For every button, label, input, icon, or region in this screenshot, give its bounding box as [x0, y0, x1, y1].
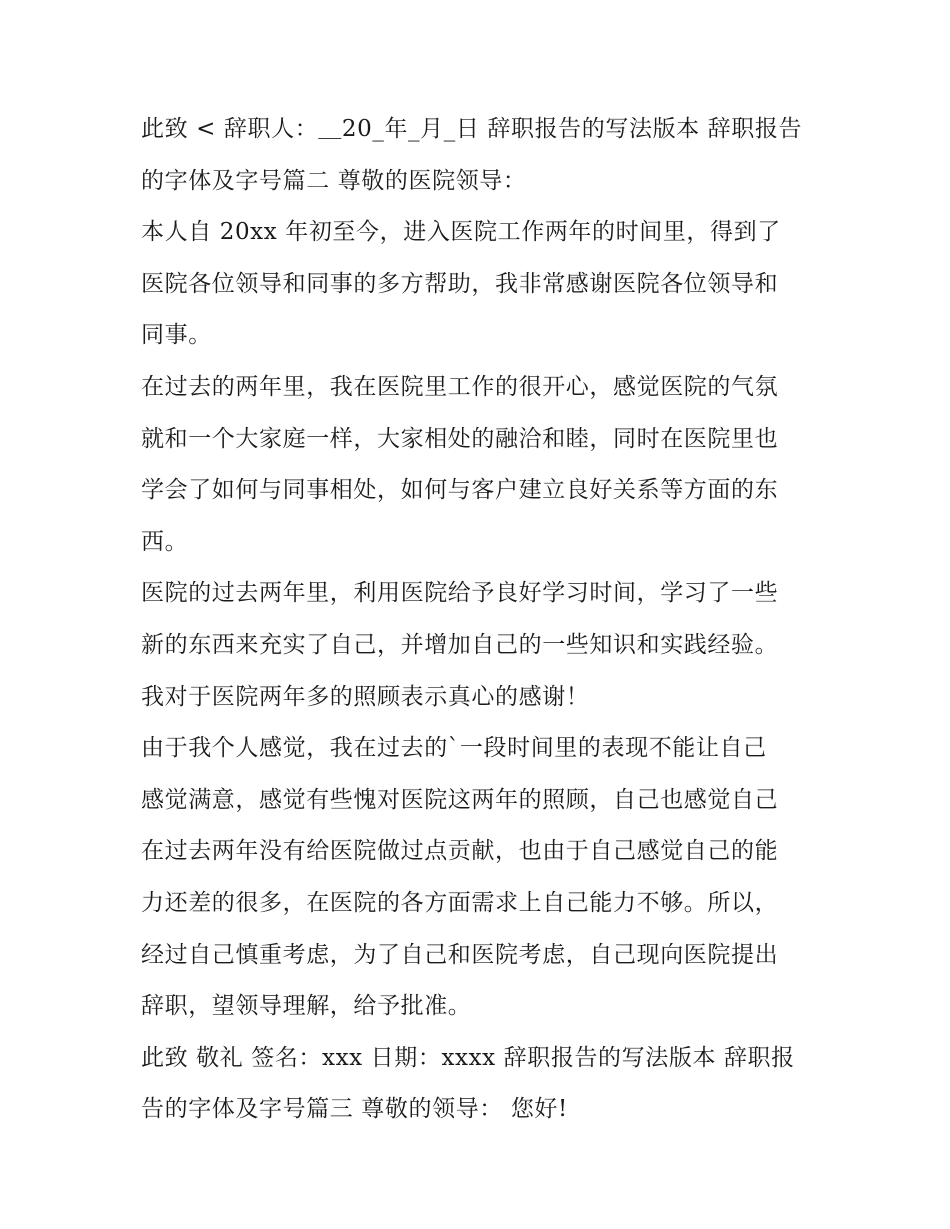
- text-line: 此致 < 辞职人：＿20_年_月_日 辞职报告的写法版本 辞职报告: [141, 116, 803, 142]
- paragraph-past-two-years: [141, 362, 813, 568]
- paragraph-learning: [141, 568, 813, 723]
- text-line: 感觉满意，感觉有些愧对医院这两年的照顾，自己也感觉自己: [141, 786, 779, 813]
- document-body: [141, 104, 813, 1136]
- paragraph-closing: [141, 1033, 813, 1136]
- text-line: 学会了如何与同事相处，如何与客户建立良好关系等方面的东: [141, 477, 779, 504]
- text-line: 同事。: [141, 322, 212, 349]
- text-line: 我对于医院两年多的照顾表示真心的感谢！: [141, 683, 590, 710]
- text-line: 本人自 20xx 年初至今，进入医院工作两年的时间里，得到了: [141, 219, 781, 246]
- text-line: 西。: [141, 528, 189, 555]
- text-line: 由于我个人感觉，我在过去的`一段时间里的表现不能让自己: [141, 735, 767, 762]
- text-line: 告的字体及字号篇三 尊敬的领导： 您好!: [141, 1096, 568, 1123]
- text-line: 力还差的很多，在医院的各方面需求上自己能力不够。所以，: [141, 889, 779, 916]
- text-line: 医院的过去两年里，利用医院给予良好学习时间，学习了一些: [141, 580, 779, 607]
- text-line: 此致 敬礼 签名：xxx 日期：xxxx 辞职报告的写法版本 辞职报: [141, 1044, 795, 1071]
- text-line: 在过去的两年里，我在医院里工作的很开心，感觉医院的气氛: [141, 373, 779, 400]
- text-line: 在过去两年没有给医院做过点贡献，也由于自己感觉自己的能: [141, 838, 779, 865]
- text-line: 的字体及字号篇二 尊敬的医院领导：: [141, 167, 527, 194]
- paragraph-gratitude: [141, 207, 813, 362]
- text-line: 新的东西来充实了自己，并增加自己的一些知识和实践经验。: [141, 631, 779, 658]
- text-line: 就和一个大家庭一样，大家相处的融洽和睦，同时在医院里也: [141, 425, 779, 452]
- text-line: 经过自己慎重考虑，为了自己和医院考虑，自己现向医院提出: [141, 941, 779, 968]
- paragraph-opening: [141, 104, 813, 207]
- text-line: 辞职，望领导理解，给予批准。: [141, 993, 472, 1020]
- paragraph-reason: [141, 723, 813, 1033]
- text-line: 医院各位领导和同事的多方帮助，我非常感谢医院各位领导和: [141, 270, 779, 297]
